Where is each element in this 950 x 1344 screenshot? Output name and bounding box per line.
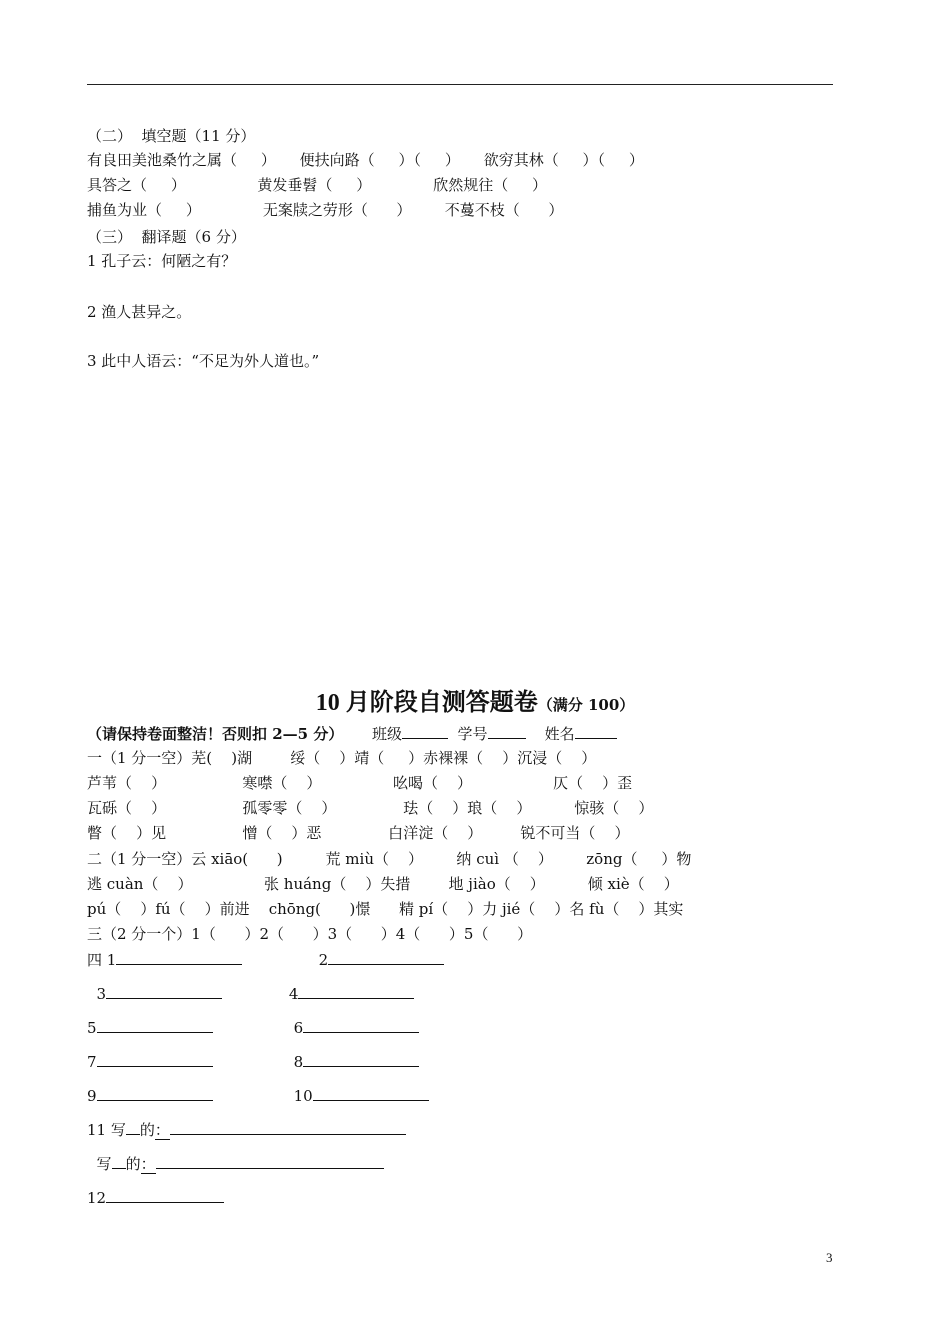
blank-num: 11 xyxy=(87,1121,107,1139)
header-rule xyxy=(87,84,833,85)
section1-line-4: 瞥（ ）见 憎（ ）恶 白洋淀（ ） 锐不可当（ ） xyxy=(87,824,630,842)
page-number: 3 xyxy=(826,1250,833,1265)
student-info-line xyxy=(87,724,617,744)
answer-blank[interactable] xyxy=(303,1052,419,1067)
write-answer-blank[interactable] xyxy=(156,1154,384,1169)
section2-line-3: pú（ ）fú（ ）前进 chōng( )憬 精 pí（ ）力 jié（ ）名 fù（ ）其实 xyxy=(87,900,684,918)
section1-line-2: 芦苇（ ） 寒噤（ ） 吆喝（ ） 仄（ ）歪 xyxy=(87,774,633,792)
section4-row-2 xyxy=(87,984,414,1004)
answer-blank[interactable] xyxy=(97,1052,213,1067)
answer-blank[interactable] xyxy=(97,1086,213,1101)
blank-num: 7 xyxy=(87,1053,97,1071)
fill-line-2: 具答之（ ） 黄发垂髫（ ） 欣然规往（ ） xyxy=(87,176,548,194)
section3-line: 三（2 分一个）1（ ）2（ ）3（ ）4（ ）5（ ） xyxy=(87,925,533,943)
class-field[interactable] xyxy=(402,724,448,739)
write-row-1 xyxy=(87,1120,406,1140)
section2-line-2: 逃 cuàn（ ） 张 huáng（ ）失措 地 jiào（ ） 倾 xiè（ ） xyxy=(87,875,679,893)
blank-num: 5 xyxy=(87,1019,97,1037)
notice: （请保持卷面整洁！否则扣 2—5 分） xyxy=(87,725,344,743)
blank-num: 10 xyxy=(293,1087,313,1105)
write-answer-blank[interactable] xyxy=(170,1120,406,1135)
class-label: 班级 xyxy=(371,725,402,743)
translate-item-1: 1 孔子云：何陋之有？ xyxy=(87,252,237,270)
blank-num: 6 xyxy=(293,1019,304,1037)
blank-num: 4 xyxy=(288,985,299,1003)
section1-line-3: 瓦砾（ ） 孤零零（ ） 珐（ ）琅（ ） 惊骇（ ） xyxy=(87,799,654,817)
blank-num: 9 xyxy=(87,1087,97,1105)
answer-blank[interactable] xyxy=(106,1188,224,1203)
answer-blank[interactable] xyxy=(97,1018,213,1033)
translate-item-3: 3 此中人语云：“不足为外人道也。” xyxy=(87,352,320,370)
fill-line-1: 有良田美池桑竹之属（ ） 便扶向路（ ）（ ） 欲穷其林（ ）（ ） xyxy=(87,151,644,169)
answer-blank[interactable] xyxy=(298,984,414,999)
write-topic-blank[interactable] xyxy=(112,1154,126,1169)
blank-num: 3 xyxy=(96,985,107,1003)
section-heading-fill: （二） 填空题（11 分） xyxy=(87,127,256,145)
blank-num: 12 xyxy=(87,1189,107,1207)
write-colon: ： xyxy=(154,1121,170,1139)
answer-blank[interactable] xyxy=(328,950,444,965)
blank-row-12 xyxy=(87,1188,224,1208)
answer-blank[interactable] xyxy=(116,950,242,965)
fill-line-3: 捕鱼为业（ ） 无案牍之劳形（ ） 不蔓不枝（ ） xyxy=(87,201,564,219)
answer-blank[interactable] xyxy=(303,1018,419,1033)
write-mid: 的 xyxy=(125,1155,141,1173)
write-topic-blank[interactable] xyxy=(126,1120,140,1135)
translate-item-2: 2 渔人甚异之。 xyxy=(87,303,192,321)
section4-label: 四 xyxy=(87,951,103,969)
write-prefix: 写 xyxy=(110,1121,126,1139)
title-main: 10 月阶段自测答题卷 xyxy=(315,690,538,716)
number-label: 学号 xyxy=(457,725,488,743)
answer-blank[interactable] xyxy=(106,984,222,999)
blank-num: 8 xyxy=(293,1053,304,1071)
answer-blank[interactable] xyxy=(313,1086,429,1101)
write-row-2 xyxy=(87,1154,384,1174)
blank-num: 1 xyxy=(106,951,117,969)
number-field[interactable] xyxy=(488,724,526,739)
section4-row-1 xyxy=(87,950,444,970)
section2-line-1: 二（1 分一空）云 xiāo( ) 荒 miù（ ） 纳 cuì （ ） zōng（ ）物 xyxy=(87,850,692,868)
answer-sheet-title xyxy=(0,682,950,717)
write-mid: 的 xyxy=(139,1121,155,1139)
section4-row-3 xyxy=(87,1018,419,1038)
title-sub: （满分 100） xyxy=(537,696,635,714)
section4-row-5 xyxy=(87,1086,429,1106)
blank-num: 2 xyxy=(318,951,329,969)
write-prefix: 写 xyxy=(96,1155,112,1173)
section1-line-1: 一（1 分一空）芜( )湖 绥（ ）靖（ ）赤裸裸（ ）沉浸（ ） xyxy=(87,749,597,767)
section-heading-translate: （三） 翻译题（6 分） xyxy=(87,228,246,246)
write-colon: ： xyxy=(140,1155,156,1173)
name-label: 姓名 xyxy=(544,725,575,743)
name-field[interactable] xyxy=(575,724,617,739)
section4-row-4 xyxy=(87,1052,419,1072)
